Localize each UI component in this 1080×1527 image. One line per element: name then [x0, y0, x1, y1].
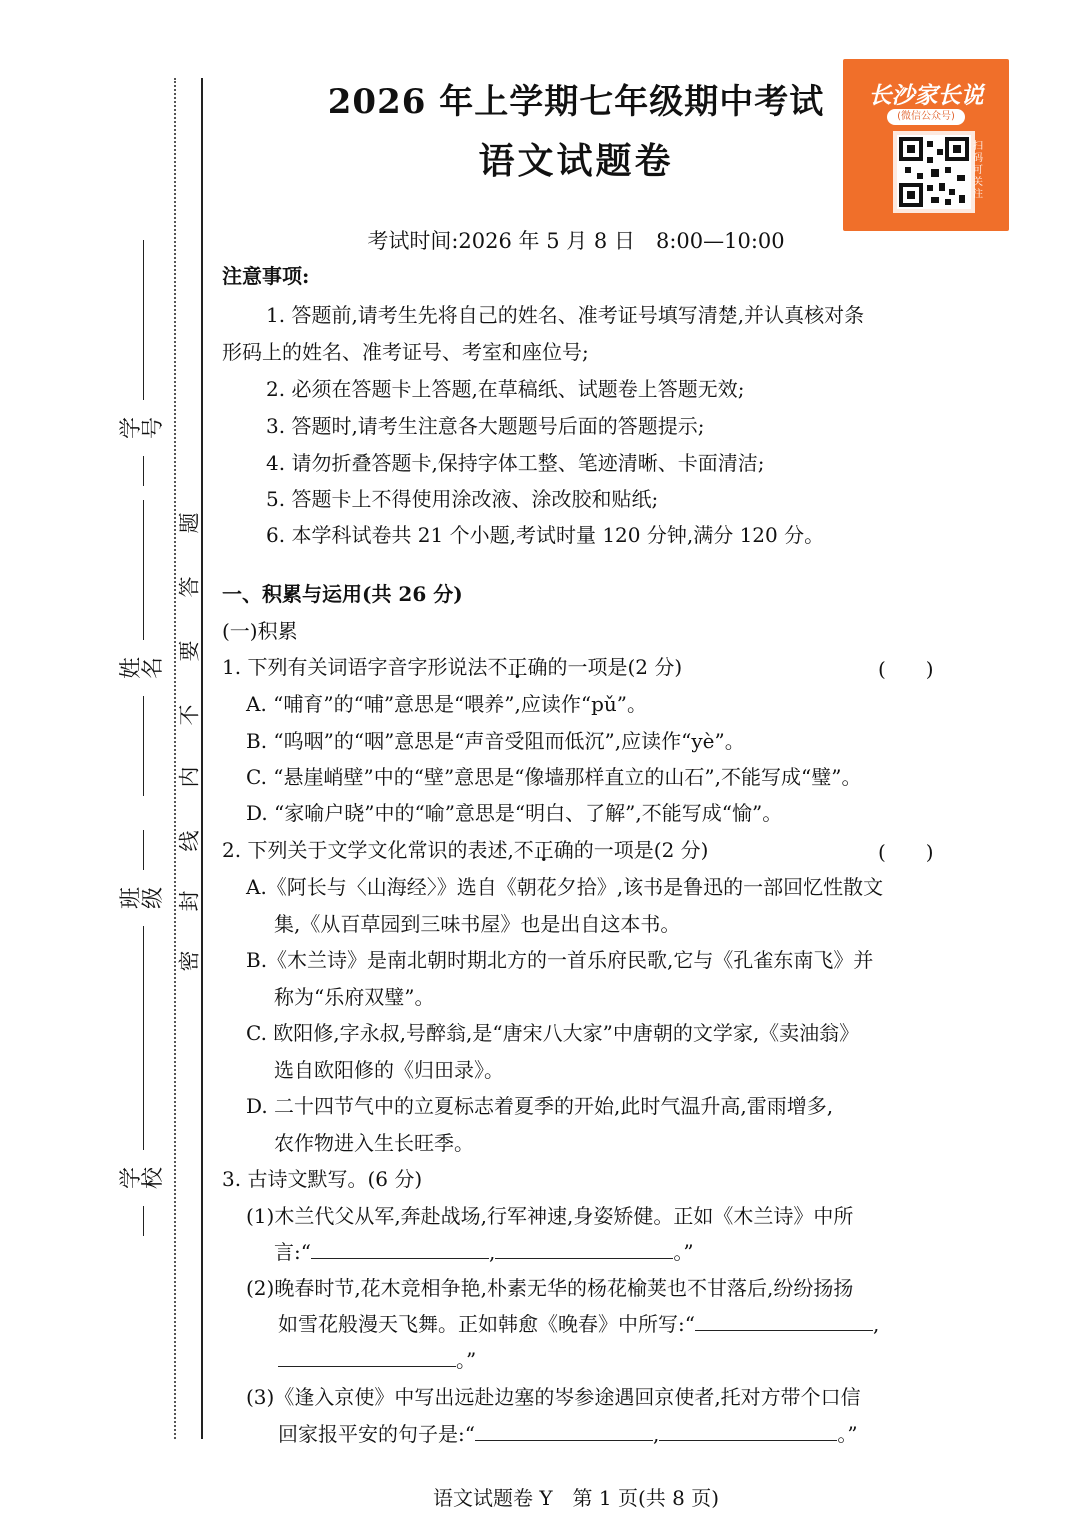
emphasis-dots: 不正确	[513, 838, 574, 862]
q2-option-line: 农作物进入生长旺季。	[274, 1131, 474, 1155]
answer-blank[interactable]	[475, 1420, 653, 1441]
q2-option-line: A.《阿长与〈山海经〉》选自《朝花夕拾》,该书是鲁迅的一部回忆性散文	[246, 875, 884, 899]
seal-char: 题	[177, 512, 202, 534]
q2-option-line: 称为“乐府双璧”。	[274, 985, 435, 1009]
field-label-char: 学号	[119, 417, 166, 440]
subsection-heading: (一)积累	[222, 619, 298, 643]
seal-char: 内	[177, 766, 202, 788]
school-field[interactable]	[119, 1040, 166, 1236]
student-id-field[interactable]	[119, 240, 166, 486]
field-label-char: 班级	[119, 887, 166, 910]
q1-option: B. “呜咽”的“咽”意思是“声音受阻而低沉”,应读作“yè”。	[246, 729, 745, 753]
seal-char: 线	[177, 830, 202, 852]
paper-title: 语文试题卷	[478, 140, 674, 182]
badge-name: 长沙家长说	[868, 83, 984, 109]
q3-part2-answer-cont: 。”	[278, 1346, 476, 1374]
seal-solid-line	[201, 78, 203, 1439]
seal-char: 答	[177, 576, 202, 598]
badge-sub: (微信公众号)	[887, 109, 965, 125]
answer-paren[interactable]: ( )	[878, 840, 934, 864]
question-1-stem: 1. 下列有关词语字音字形说法不正确的一项是(2 分)	[222, 655, 683, 679]
qr-code-icon[interactable]	[893, 131, 975, 213]
answer-paren[interactable]: ( )	[878, 657, 934, 681]
notice-item: 形码上的姓名、准考证号、考室和座位号;	[222, 340, 589, 364]
q3-part3-answer: 回家报平安的句子是:“ , 。”	[278, 1422, 858, 1446]
answer-blank[interactable]	[659, 1420, 837, 1441]
seal-char: 要	[177, 640, 202, 662]
q1-option: A. “哺育”的“哺”意思是“喂养”,应读作“pǔ”。	[246, 692, 647, 716]
section-heading: 一、积累与运用(共 26 分)	[222, 582, 463, 606]
answer-blank[interactable]	[311, 1238, 489, 1259]
notice-item: 2. 必须在答题卡上答题,在草稿纸、试题卷上答题无效;	[266, 377, 745, 401]
q3-part2-answer: 如雪花般漫天飞舞。正如韩愈《晚春》中所写:“ ,	[278, 1312, 880, 1336]
q3-part1-line: (1)木兰代父从军,奔赴战场,行军神速,身姿矫健。正如《木兰诗》中所	[246, 1204, 854, 1228]
seal-char: 密	[177, 950, 202, 972]
seal-char: 不	[177, 704, 202, 726]
notice-item: 1. 答题前,请考生先将自己的姓名、准考证号填写清楚,并认真核对条	[266, 303, 865, 327]
question-3-stem: 3. 古诗文默写。(6 分)	[222, 1167, 423, 1191]
page-footer: 语文试题卷 Y 第 1 页(共 8 页)	[432, 1486, 720, 1510]
question-2-stem: 2. 下列关于文学文化常识的表述,不正确的一项是(2 分)	[222, 838, 709, 862]
exam-title: 2026 年上学期七年级期中考试	[327, 82, 825, 122]
wechat-badge[interactable]	[843, 59, 1009, 231]
badge-side-text: 扫码可关注	[973, 141, 983, 200]
name-field[interactable]	[119, 500, 166, 796]
q2-option-line: B.《木兰诗》是南北朝时期北方的一首乐府民歌,它与《孔雀东南飞》并	[246, 948, 874, 972]
seal-char: 封	[177, 890, 202, 912]
field-label-char: 姓名	[119, 657, 166, 680]
answer-blank[interactable]	[495, 1238, 673, 1259]
notice-item: 4. 请勿折叠答题卡,保持字体工整、笔迹清晰、卡面清洁;	[266, 451, 765, 475]
seal-dotted-line	[174, 78, 176, 1439]
emphasis-dots: 不正确	[487, 655, 548, 679]
answer-blank[interactable]	[278, 1346, 456, 1367]
answer-blank[interactable]	[695, 1310, 873, 1331]
notice-item: 6. 本学科试卷共 21 个小题,考试时量 120 分钟,满分 120 分。	[266, 523, 825, 547]
q3-part3-line: (3)《逢入京使》中写出远赴边塞的岑参途遇回京使者,托对方带个口信	[246, 1385, 861, 1409]
q1-option: D. “家喻户晓”中的“喻”意思是“明白、了解”,不能写成“愉”。	[246, 801, 783, 825]
q2-option-line: 集,《从百草园到三味书屋》也是出自这本书。	[274, 912, 681, 936]
field-label-char: 学校	[119, 1167, 166, 1190]
exam-time: 考试时间:2026 年 5 月 8 日 8:00—10:00	[367, 229, 785, 253]
q2-option-line: C. 欧阳修,字永叔,号醉翁,是“唐宋八大家”中唐朝的文学家,《卖油翁》	[246, 1021, 860, 1045]
q2-option-line: 选自欧阳修的《归田录》。	[274, 1058, 504, 1082]
q3-part2-line: (2)晚春时节,花木竞相争艳,朴素无华的杨花榆荚也不甘落后,纷纷扬扬	[246, 1276, 854, 1300]
notice-item: 3. 答题时,请考生注意各大题题号后面的答题提示;	[266, 414, 705, 438]
q2-option-line: D. 二十四节气中的立夏标志着夏季的开始,此时气温升高,雷雨增多,	[246, 1094, 834, 1118]
class-field[interactable]	[119, 830, 166, 1056]
q3-part1-answer: 言:“ , 。”	[274, 1240, 694, 1264]
notice-item: 5. 答题卡上不得使用涂改液、涂改胶和贴纸;	[266, 487, 659, 511]
notice-heading: 注意事项:	[222, 264, 310, 288]
q1-option: C. “悬崖峭壁”中的“壁”意思是“像墙那样直立的山石”,不能写成“璧”。	[246, 765, 862, 789]
